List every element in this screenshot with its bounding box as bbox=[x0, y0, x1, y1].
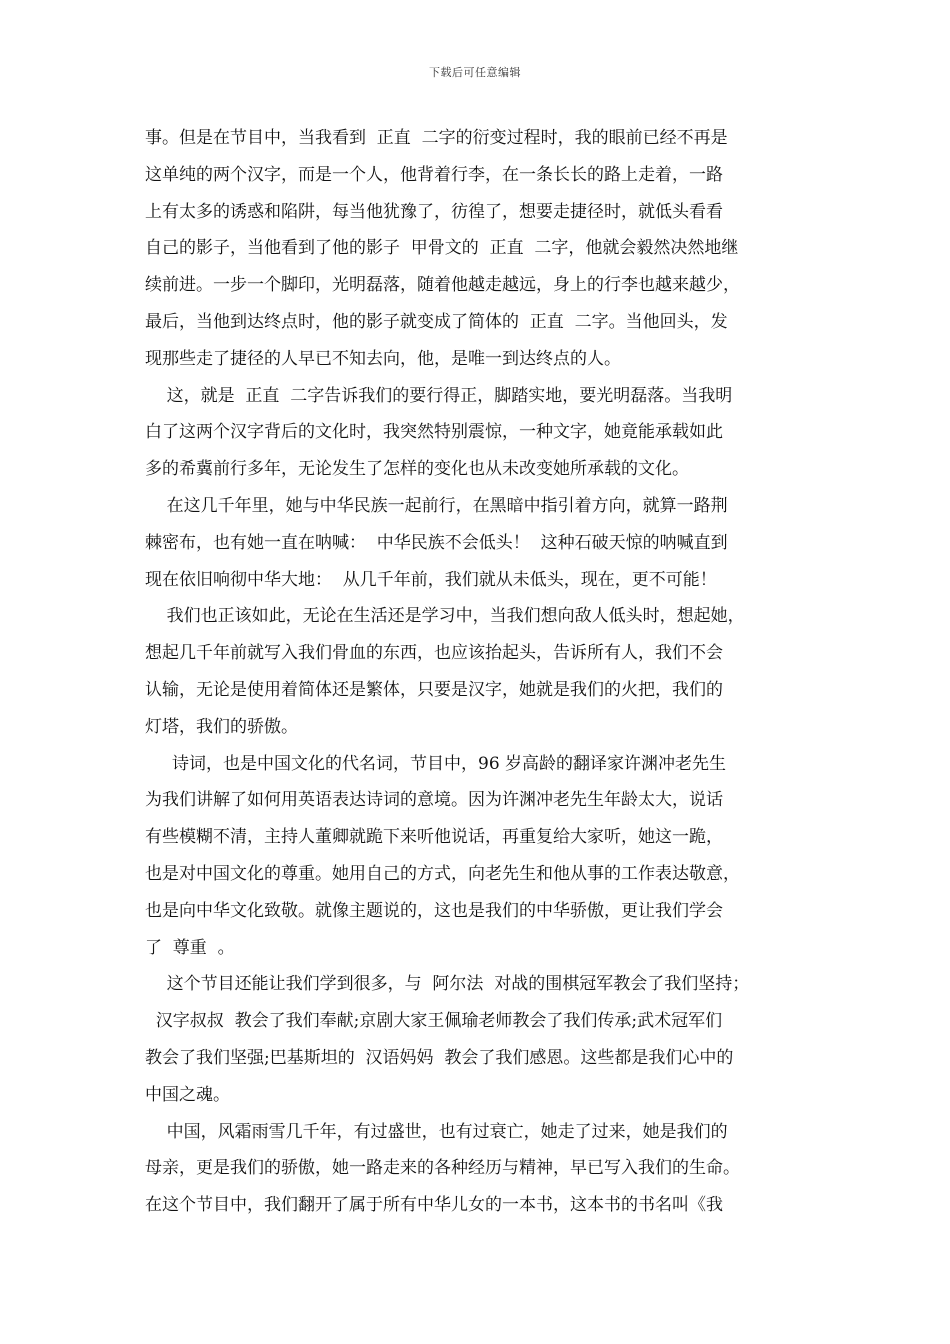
text-line: 在这几千年里，她与中华民族一起前行，在黑暗中指引着方向，就算一路荆 bbox=[145, 495, 728, 516]
text-line: 白了这两个汉字背后的文化时，我突然特别震惊，一种文字，她竟能承载如此 bbox=[145, 422, 723, 443]
text-line: 最后，当他到达终点时，他的影子就变成了简体的 正直 二字。当他回头，发 bbox=[145, 311, 728, 332]
text-line: 中国之魂。 bbox=[145, 1084, 230, 1105]
text-line: 母亲，更是我们的骄傲，她一路走来的各种经历与精神，早已写入我们的生命。 bbox=[145, 1158, 740, 1179]
text-line: 有些模糊不清，主持人董卿就跪下来听他说话，再重复给大家听，她这一跪， bbox=[145, 827, 723, 848]
text-line: 诗词，也是中国文化的代名词，节目中，96 岁高龄的翻译家许渊冲老先生 bbox=[145, 753, 727, 774]
text-line: 事。但是在节目中，当我看到 正直 二字的衍变过程时，我的眼前已经不再是 bbox=[145, 128, 728, 148]
text-line: 想起几千年前就写入我们骨血的东西，也应该抬起头，告诉所有人，我们不会 bbox=[145, 643, 723, 664]
document-body bbox=[145, 120, 810, 1224]
text-line: 汉字叔叔 教会了我们奉献;京剧大家王佩瑜老师教会了我们传承;武术冠军们 bbox=[145, 1011, 723, 1032]
text-line: 我们也正该如此，无论在生活还是学习中，当我们想向敌人低头时，想起她， bbox=[145, 606, 745, 627]
text-line: 教会了我们坚强;巴基斯坦的 汉语妈妈 教会了我们感恩。这些都是我们心中的 bbox=[145, 1047, 734, 1068]
text-line: 也是对中国文化的尊重。她用自己的方式，向老先生和他从事的工作表达敬意， bbox=[145, 863, 740, 884]
text-line: 也是向中华文化致敬。就像主题说的，这也是我们的中华骄傲，更让我们学会 bbox=[145, 900, 723, 921]
text-line: 现那些走了捷径的人早已不知去向，他，是唯一到达终点的人。 bbox=[145, 348, 621, 369]
text-line: 了 尊重 。 bbox=[145, 937, 235, 958]
text-line: 上有太多的诱惑和陷阱，每当他犹豫了，彷徨了，想要走捷径时，就低头看看 bbox=[145, 201, 723, 222]
text-line: 这，就是 正直 二字告诉我们的要行得正，脚踏实地，要光明磊落。当我明 bbox=[145, 385, 733, 406]
text-line: 现在依旧响彻中华大地： 从几千年前，我们就从未低头，现在，更不可能！ bbox=[145, 569, 717, 590]
text-line: 为我们讲解了如何用英语表达诗词的意境。因为许渊冲老先生年龄太大，说话 bbox=[145, 790, 723, 811]
text-line: 在这个节目中，我们翻开了属于所有中华儿女的一本书，这本书的书名叫《我 bbox=[145, 1195, 723, 1216]
text-line: 这单纯的两个汉字，而是一个人，他背着行李，在一条长长的路上走着，一路 bbox=[145, 164, 723, 185]
text-line: 多的希冀前行多年，无论发生了怎样的变化也从未改变她所承载的文化。 bbox=[145, 459, 689, 480]
text-line: 这个节目还能让我们学到很多，与 阿尔法 对战的围棋冠军教会了我们坚持； bbox=[145, 974, 750, 995]
text-line: 棘密布，也有她一直在呐喊： 中华民族不会低头！ 这种石破天惊的呐喊直到 bbox=[145, 532, 728, 553]
page-header-note: 下载后可任意编辑 bbox=[429, 66, 521, 79]
text-line: 自己的影子，当他看到了他的影子 甲骨文的 正直 二字，他就会毅然决然地继 bbox=[145, 238, 739, 259]
text-line: 中国，风霜雨雪几千年，有过盛世，也有过衰亡，她走了过来，她是我们的 bbox=[145, 1121, 728, 1142]
text-line: 灯塔，我们的骄傲。 bbox=[145, 716, 298, 737]
text-line: 认输，无论是使用着简体还是繁体，只要是汉字，她就是我们的火把，我们的 bbox=[145, 679, 723, 700]
text-line: 续前进。一步一个脚印，光明磊落，随着他越走越远，身上的行李也越来越少， bbox=[145, 275, 740, 296]
